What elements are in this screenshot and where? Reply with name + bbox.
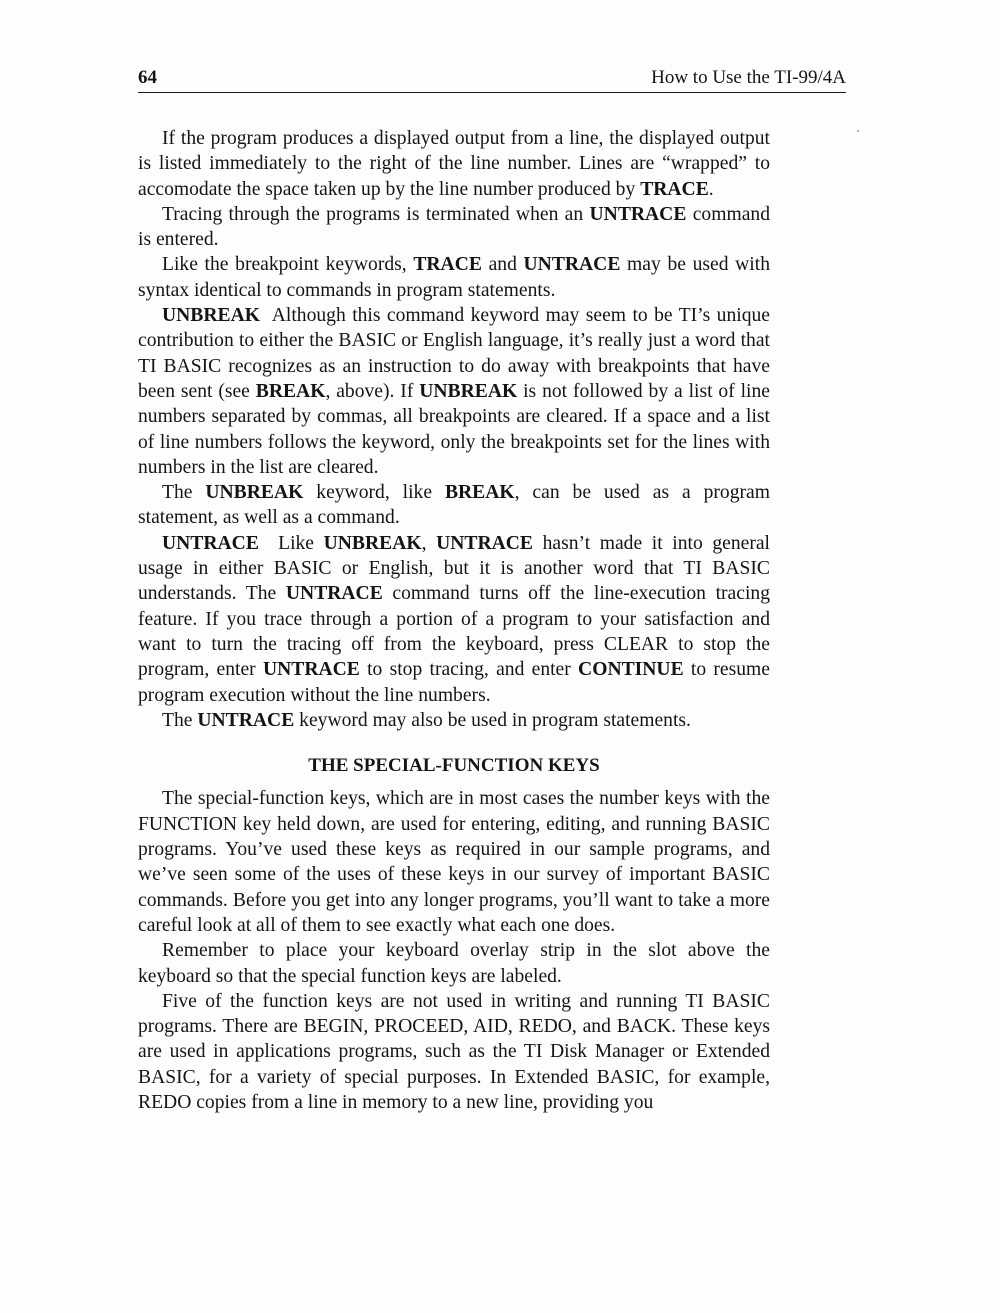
keyword-untrace: UNTRACE — [197, 709, 295, 731]
paragraph-unbreak-statement: The UNBREAK keyword, like BREAK, can be used as a program statement, as well as a command. — [138, 482, 770, 529]
keyword-unbreak: UNBREAK — [419, 380, 518, 402]
keyword-continue: CONTINUE — [578, 659, 684, 681]
body-text — [138, 126, 775, 1115]
page-number: 64 — [138, 67, 157, 88]
paragraph-untrace-statement: The UNTRACE keyword may also be used in program statements. — [162, 709, 691, 731]
paragraph-trace-output: If the program produces a displayed output from a line, the displayed output is listed immediately to the right of the line number. Lines are “wrapped” to accomodate the space taken up by the line number produced by TRACE. — [138, 128, 770, 200]
keyword-untrace: UNTRACE — [262, 659, 360, 681]
paragraph-unused-keys: Five of the function keys are not used in writing and running TI BASIC programs. There are BEGIN, PROCEED, AID, REDO, and BACK. These keys are used in applications programs, such as the TI Disk Manager or Extended BASIC, for a variety of special purposes. In Extended BASIC, for example, REDO copies from a line in memory to a new line, providing you — [138, 990, 770, 1113]
running-title: How to Use the TI-99/4A — [651, 67, 846, 88]
keyword-untrace: UNTRACE — [436, 532, 533, 554]
paragraph-trace-syntax: Like the breakpoint keywords, TRACE and UNTRACE may be used with syntax identical to commands in program statements. — [138, 254, 770, 301]
paragraph-overlay-strip: Remember to place your keyboard overlay strip in the slot above the keyboard so that the special function keys are labeled. — [138, 940, 770, 987]
keyword-trace: TRACE — [640, 178, 709, 200]
keyword-unbreak: UNBREAK — [205, 482, 304, 504]
paragraph-unbreak: UNBREAK Although this command keyword may seem to be TI’s unique contribution to either the BASIC or English language, it’s really just a word that TI BASIC recognizes as an instruction to do away with breakpoints that have been sent (see BREAK, above). If UNBREAK is not followed by a list of line numbers separated by commas, all breakpoints are cleared. If a space and a list of line numbers follows the keyword, only the breakpoints set for the lines with numbers in the list are cleared. — [138, 305, 775, 478]
keyword-untrace: UNTRACE — [589, 203, 687, 225]
section-heading: THE SPECIAL-FUNCTION KEYS — [308, 755, 600, 777]
keyword-untrace: UNTRACE — [523, 254, 621, 276]
keyword-untrace: UNTRACE — [285, 583, 383, 605]
keyword-break: BREAK — [444, 482, 515, 504]
running-head — [138, 66, 846, 93]
keyword-unbreak: UNBREAK — [323, 532, 422, 554]
keyword-trace: TRACE — [413, 254, 482, 276]
paragraph-untrace: UNTRACE Like UNBREAK, UNTRACE hasn’t made it into general usage in either BASIC or English, but it is another word that TI BASIC understands. The UNTRACE command turns off the line-execution tracing feature. If you trace through a portion of a program to your satisfaction and want to turn the tracing off from the keyboard, press CLEAR to stop the program, enter UNTRACE to stop tracing, and enter CONTINUE to resume program execution without the line numbers. — [138, 532, 770, 706]
scan-speck — [857, 130, 859, 132]
paragraph-trace-terminate: Tracing through the programs is terminated when an UNTRACE command is entered. — [138, 203, 770, 251]
paragraph-special-keys: The special-function keys, which are in most cases the number keys with the FUNCTION key held down, are used for entering, editing, and running BASIC programs. You’ve used these keys as required in our sample programs, and we’ve seen some of the uses of these keys in our survey of important BASIC commands. Before you get into any longer programs, you’ll want to take a more careful look at all of them to see exactly what each one does. — [138, 788, 770, 936]
keyword-unbreak: UNBREAK — [162, 305, 260, 327]
keyword-untrace: UNTRACE — [162, 532, 259, 554]
keyword-break: BREAK — [255, 380, 326, 402]
